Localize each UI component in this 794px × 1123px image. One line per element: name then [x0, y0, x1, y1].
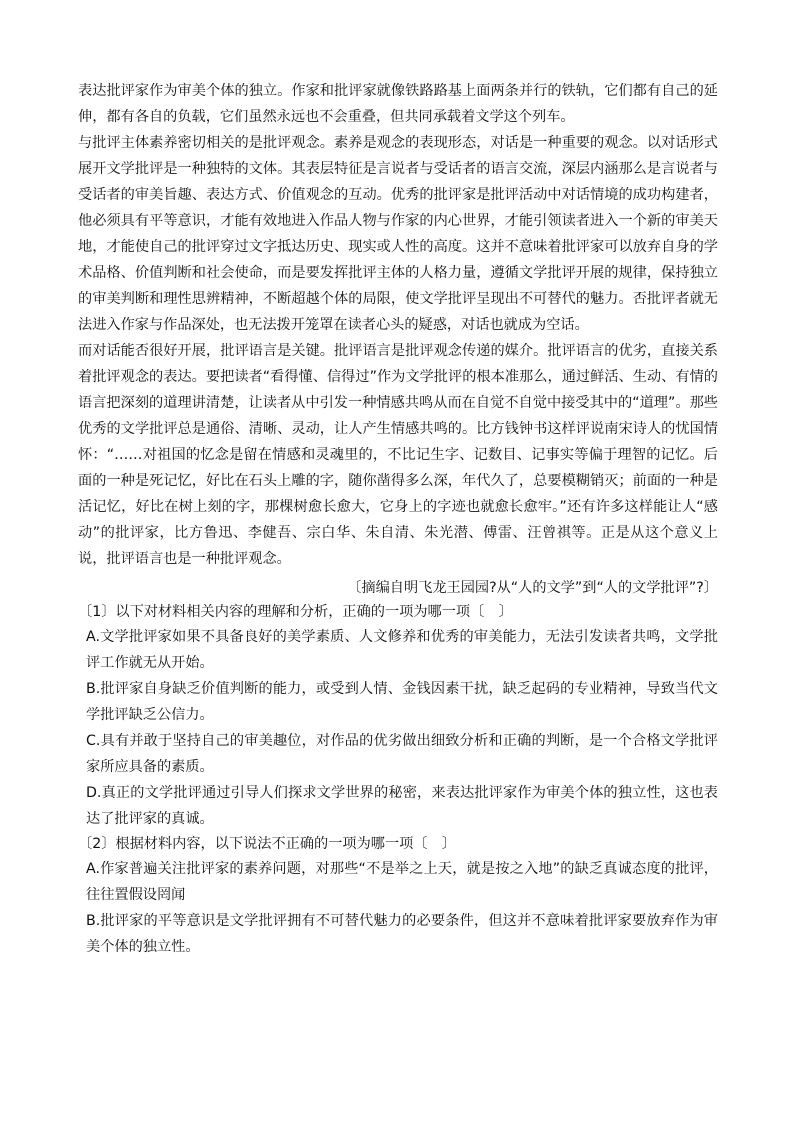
- option-a: A.作家普遍关注批评家的素养问题，对那些“不是举之上天，就是按之入地”的缺乏真诚态度的批评，往往置假设罔闻: [86, 861, 718, 903]
- option-a: A.文学批评家如果不具备良好的美学素质、人文修养和优秀的审美能力，无法引发读者共鸣，文学批评工作就无从开始。: [86, 629, 718, 671]
- source-citation: 〔摘编自明飞龙王园园?从“人的文学”到“人的文学批评”?〕: [347, 580, 718, 596]
- passage-paragraph-2: 与批评主体素养密切相关的是批评观念。素养是观念的表现形态，对话是一种重要的观念。以对话形式展开文学批评是一种独特的文体。其表层特征是言说者与受话者的语言交流，深层内涵那么是言说者与受话者的审美旨趣、表达方式、价值观念的互动。优秀的批评家是批评活动中对话情境的成功构建者，他必须具有平等意识，才能有效地进入作品人物与作家的内心世界，才能引领读者进入一个新的审美天地，才能使自己的批评穿过文字抵达历史、现实或人性的高度。这并不意味着批评家可以放弃自身的学术品格、价值判断和社会使命，而是要发挥批评主体的人格力量，遵循文学批评开展的规律，保持独立的审美判断和理性思辨精神，不断超越个体的局限，使文学批评呈现出不可替代的魅力。否批评者就无法进入作家与作品深处，也无法拨开笼罩在读者心头的疑惑，对话也就成为空话。: [78, 135, 718, 333]
- option-b: B.批评家自身缺乏价值判断的能力，或受到人情、金钱因素干扰，缺乏起码的专业精神，导致当代文学批评缺乏公信力。: [86, 681, 718, 723]
- option-d: D.真正的文学批评通过引导人们探求文学世界的秘密，来表达批评家作为审美个体的独立性，这也表达了批评家的真诚。: [86, 785, 718, 827]
- document-page: [78, 78, 718, 960]
- option-b: B.批评家的平等意识是文学批评拥有不可替代魅力的必要条件，但这并不意味着批评家要放弃作为审美个体的独立性。: [86, 913, 718, 955]
- question-stem: 〔2〕根据材料内容，以下说法不正确的一项为哪一项〔 〕: [78, 836, 456, 852]
- question-2: [78, 832, 718, 960]
- question-stem: 〔1〕以下对材料相关内容的理解和分析，正确的一项为哪一项〔 〕: [78, 604, 513, 620]
- option-c: C.具有并敢于坚持自己的审美趣位，对作品的优劣做出细致分析和正确的判断，是一个合格文学批评家所应具备的素质。: [86, 733, 718, 775]
- question-1: [78, 600, 718, 832]
- passage-paragraph-1: 表达批评家作为审美个体的独立。作家和批评家就像铁路路基上面两条并行的铁轨，它们都有自己的延伸，都有各自的负载，它们虽然永远也不会重叠，但共同承载着文学这个列车。: [78, 83, 718, 125]
- passage-paragraph-3: 而对话能否很好开展，批评语言是关键。批评语言是批评观念传递的媒介。批评语言的优劣，直接关系着批评观念的表达。要把读者“看得懂、信得过”作为文学批评的根本准那么，通过鲜活、生动、有情的语言把深刻的道理讲清楚，让读者从中引发一种情感共鸣从而在自觉不自觉中接受其中的“道理”。那些优秀的文学批评总是通俗、清晰、灵动，让人产生情感共鸣的。比方钱钟书这样评说南宋诗人的忧国情怀：“……对祖国的忆念是留在情感和灵魂里的，不比记生字、记数目、记事实等偏于理智的记忆。后面的一种是死记忆，好比在石头上雕的字，随你凿得多么深，年代久了，总要模糊销灭；前面的一种是活记忆，好比在树上刻的字，那棵树愈长愈大，它身上的字迹也就愈长愈牢。”还有许多这样能让人“感动”的批评家，比方鲁迅、李健吾、宗白华、朱自清、朱光潜、傅雷、汪曾祺等。正是从这个意义上说，批评语言也是一种批评观念。: [78, 343, 718, 567]
